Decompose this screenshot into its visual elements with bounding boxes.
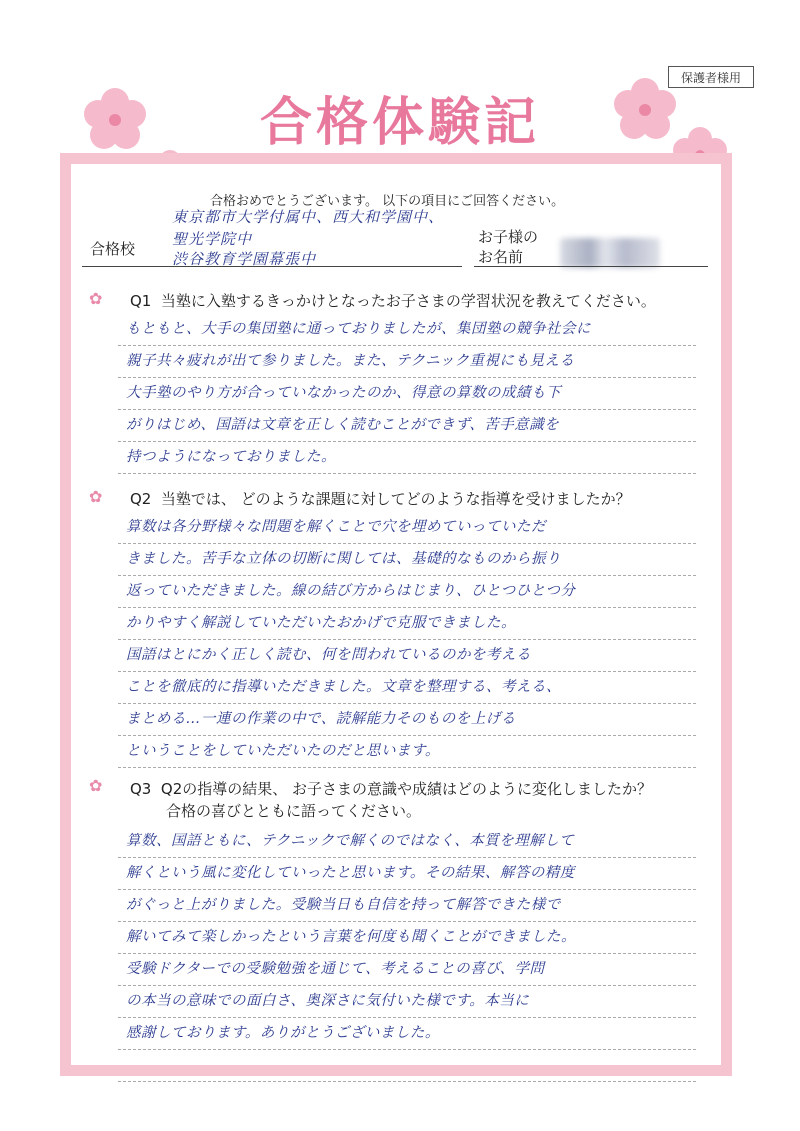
q3-answer-line: の本当の意味での面白さ、奥深さに気付いた様です。本当に (118, 986, 696, 1018)
q2-number: Q2 (130, 490, 152, 508)
school-name-line: 渋谷教育学園幕張中 (172, 250, 317, 268)
q1-answer-line: もともと、大手の集団塾に通っておりましたが、集団塾の競争社会に (118, 314, 696, 346)
q3-answer-line: 受験ドクターでの受験勉強を通じて、考えることの喜び、学問 (118, 954, 696, 986)
flower-bullet-icon: ✿ (89, 289, 103, 308)
q3-answer-line: がぐっと上がりました。受験当日も自信を持って解答できた様で (118, 890, 696, 922)
page-title: 合格体験記 (259, 92, 540, 153)
q1-answer-line: 持つようになっておりました。 (118, 442, 696, 474)
school-underline (82, 266, 462, 267)
q2-answer-line: かりやすく解説していただいたおかげで克服できました。 (118, 608, 696, 640)
q2-answer-line: 返っていただきました。線の結び方からはじまり、ひとつひとつ分 (118, 576, 696, 608)
child-name-label-line1: お子様の (478, 228, 539, 246)
school-label: 合格校 (90, 240, 136, 258)
q2-text: 当塾では、 どのような課題に対してどのような指導を受けましたか？ (160, 490, 631, 508)
q1-answer-line: 大手塾のやり方が合っていなかったのか、得意の算数の成績も下 (118, 378, 696, 410)
q3-question (130, 778, 652, 799)
q2-answer-line: ことを徹底的に指導いただきました。文章を整理する、考える、 (118, 672, 696, 704)
child-name-redacted (560, 238, 660, 268)
intro-text: 合格おめでとうございます。 以下の項目にご回答ください。 (210, 194, 565, 209)
school-name-line: 聖光学院中 (172, 230, 253, 248)
audience-badge: 保護者様用 (668, 66, 754, 88)
q1-number: Q1 (130, 292, 152, 310)
q1-question (130, 290, 656, 311)
q2-answer-line: まとめる…一連の作業の中で、読解能力そのものを上げる (118, 704, 696, 736)
q1-answer-line: 親子共々疲れが出て参りました。また、テクニック重視にも見える (118, 346, 696, 378)
q1-text: 当塾に入塾するきっかけとなったお子さまの学習状況を教えてください。 (160, 292, 656, 310)
q2-answer-line: 国語はとにかく正しく読む、何を問われているのかを考える (118, 640, 696, 672)
q2-question (130, 488, 631, 509)
q3-text-line2: 合格の喜びとともに語ってください。 (166, 802, 422, 820)
q3-answer-line: 解くという風に変化していったと思います。その結果、解答の精度 (118, 858, 696, 890)
q2-answer-line: ということをしていただいたのだと思います。 (118, 736, 696, 768)
q3-answer-line: 解いてみて楽しかったという言葉を何度も聞くことができました。 (118, 922, 696, 954)
child-name-underline (474, 266, 708, 267)
school-name-line: 東京都市大学付属中、西大和学園中、 (172, 208, 445, 226)
q2-answer-line: きました。苦手な立体の切断に関しては、基礎的なものから振り (118, 544, 696, 576)
q3-text-line1: Q2の指導の結果、 お子さまの意識や成績はどのように変化しましたか？ (160, 780, 653, 798)
child-name-label-line2: お名前 (478, 248, 524, 266)
q3-number: Q3 (130, 780, 152, 798)
q3-answer-line: 算数、国語ともに、テクニックで解くのではなく、本質を理解して (118, 826, 696, 858)
flower-bullet-icon: ✿ (89, 776, 103, 795)
q1-answer-line: がりはじめ、国語は文章を正しく読むことができず、苦手意識を (118, 410, 696, 442)
flower-bullet-icon: ✿ (89, 487, 103, 506)
q2-answer-line: 算数は各分野様々な問題を解くことで穴を埋めていっていただ (118, 512, 696, 544)
q3-answer-line: 感謝しております。ありがとうございました。 (118, 1018, 696, 1050)
q3-answer-line (118, 1050, 696, 1082)
